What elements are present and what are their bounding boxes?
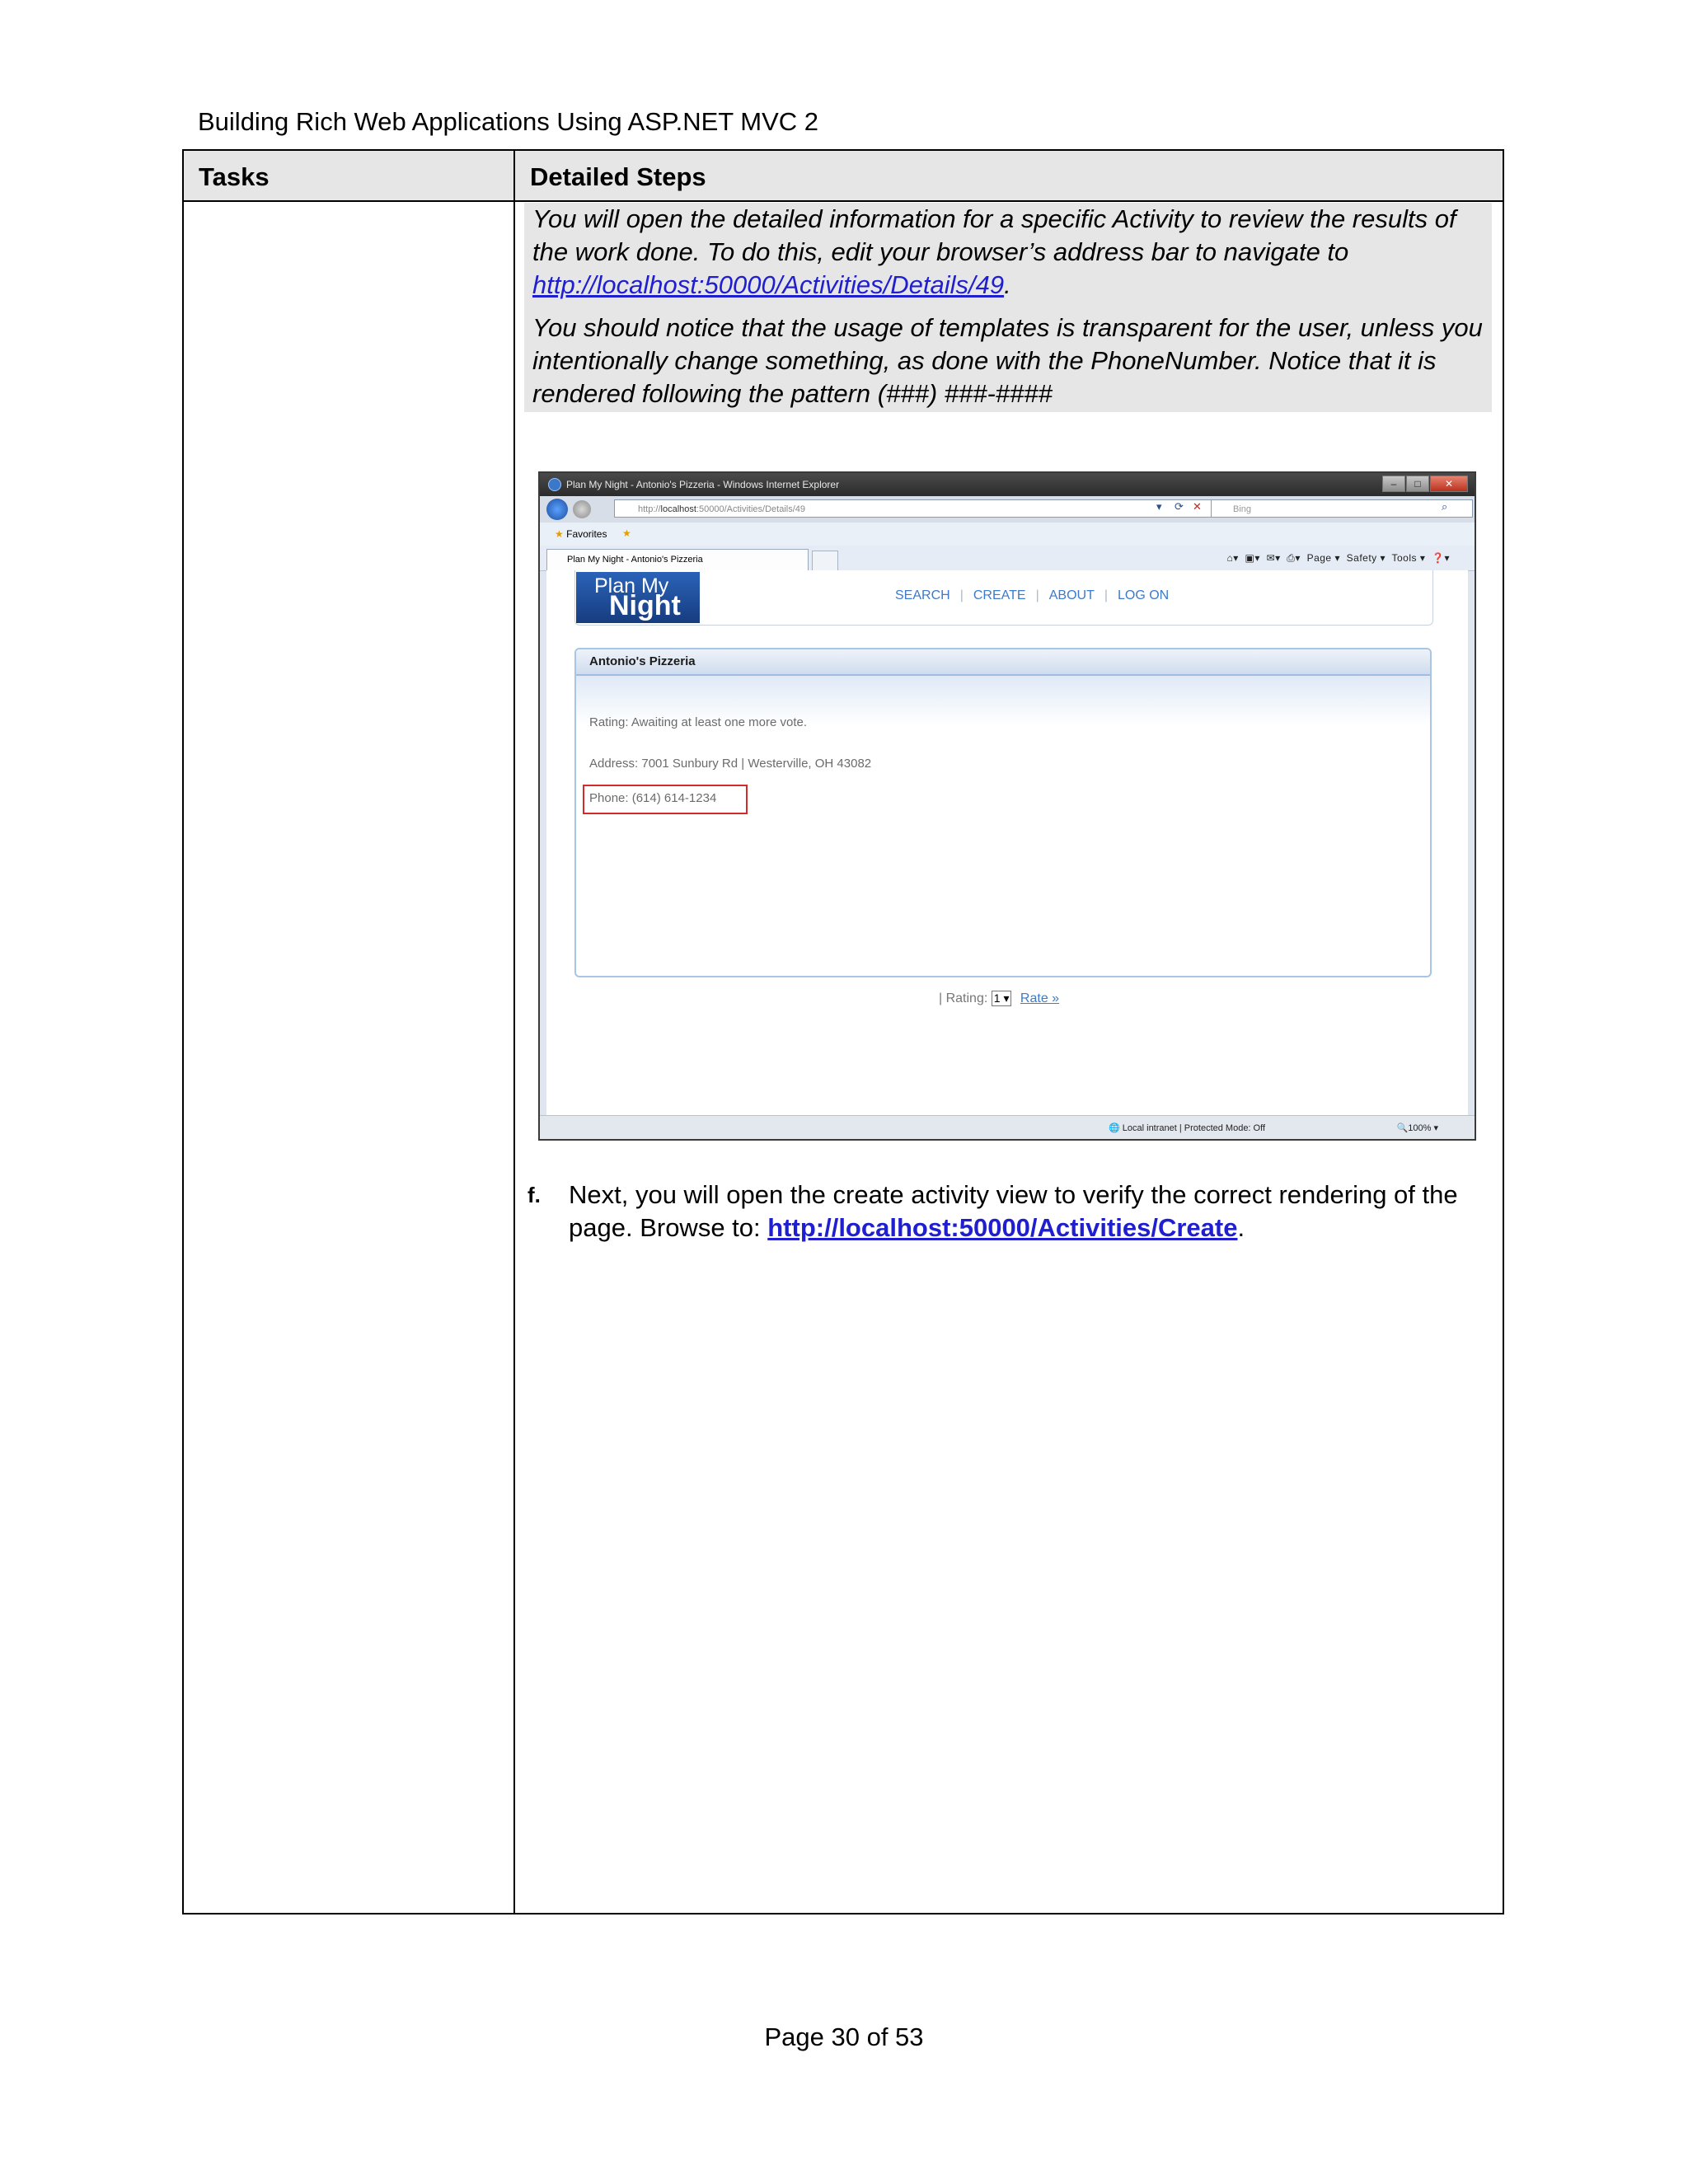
page-menu[interactable]: Page ▾: [1306, 552, 1340, 564]
print-icon[interactable]: ⎙▾: [1287, 552, 1301, 564]
note-box: [524, 203, 1492, 412]
zoom-value: 100%: [1408, 1123, 1432, 1133]
favorites-label: Favorites: [566, 528, 607, 540]
search-icon[interactable]: ⌕: [1442, 500, 1448, 513]
new-tab-button[interactable]: [812, 551, 838, 572]
url-prefix: http://: [638, 504, 661, 514]
help-icon[interactable]: ❓▾: [1432, 552, 1450, 564]
nav-about[interactable]: ABOUT: [1048, 588, 1095, 602]
table-header-row: [184, 151, 1503, 202]
minimize-icon[interactable]: –: [1382, 476, 1405, 492]
column-divider: [513, 151, 515, 1913]
nav-separator: |: [1035, 588, 1039, 602]
note-text-1-end: .: [1004, 270, 1011, 299]
note-text-1: You will open the detailed information for a specific Activity to review the results of the work done. To do this, edit your browser’s address bar to navigate to: [532, 204, 1456, 266]
site-nav: [895, 588, 1169, 603]
ie-icon: [548, 478, 561, 491]
address-text: Address: 7001 Sunbury Rd | Westerville, OH 43082: [589, 757, 872, 771]
feeds-icon[interactable]: ▣▾: [1245, 552, 1260, 564]
site-logo[interactable]: [576, 572, 700, 623]
rating-bar: [939, 991, 1059, 1006]
step-f: [528, 1179, 1484, 1244]
maximize-icon[interactable]: □: [1406, 476, 1429, 492]
url-host: localhost: [660, 504, 696, 514]
nav-separator: |: [959, 588, 964, 602]
browser-tab[interactable]: Plan My Night - Antonio's Pizzeria: [546, 549, 809, 570]
home-icon[interactable]: ⌂▾: [1226, 552, 1239, 564]
rating-select[interactable]: [992, 991, 1012, 1006]
zoom-icon: 🔍: [1396, 1123, 1409, 1133]
note-paragraph-1: [532, 203, 1484, 302]
nav-search[interactable]: SEARCH: [895, 588, 950, 602]
column-header-tasks: Tasks: [199, 162, 270, 191]
window-controls: [1381, 476, 1468, 492]
mail-icon[interactable]: ✉▾: [1266, 552, 1281, 564]
step-label: f.: [528, 1183, 541, 1207]
zone-status-text: Local intranet | Protected Mode: Off: [1122, 1123, 1266, 1133]
nav-log-on[interactable]: LOG ON: [1118, 588, 1170, 602]
back-icon[interactable]: [546, 499, 568, 520]
create-link[interactable]: http://localhost:50000/Activities/Create: [767, 1213, 1238, 1242]
browser-screenshot: [538, 471, 1476, 1141]
window-titlebar: [540, 473, 1475, 496]
column-header-detailed-steps: Detailed Steps: [530, 162, 706, 191]
step-text-body: Next, you will open the create activity view to verify the correct rendering of the page. Browse to:: [569, 1180, 1458, 1242]
safety-menu[interactable]: Safety ▾: [1346, 552, 1386, 564]
document-header: Building Rich Web Applications Using ASP.NET MVC 2: [198, 107, 818, 136]
page-content: [546, 570, 1468, 1116]
nav-create[interactable]: CREATE: [973, 588, 1026, 602]
favorites-button[interactable]: [555, 528, 607, 540]
address-bar[interactable]: [614, 499, 1231, 518]
rating-select-value: 1: [993, 991, 1001, 1005]
address-row: [540, 496, 1475, 523]
stop-icon[interactable]: ✕: [1193, 500, 1202, 513]
refresh-icon[interactable]: ⟳: [1175, 500, 1184, 513]
add-favorite-icon[interactable]: ★: [622, 527, 631, 539]
status-bar: [540, 1115, 1475, 1139]
phone-highlight-box: [583, 785, 748, 814]
logo-line-1: Plan My: [594, 574, 669, 598]
logo-line-2: Night: [609, 590, 681, 621]
tab-row: [540, 546, 1475, 571]
activity-title: Antonio's Pizzeria: [576, 649, 1430, 676]
address-dropdown-icon[interactable]: ▾: [1156, 500, 1162, 513]
zone-status: [1109, 1122, 1265, 1133]
favorites-bar: [540, 523, 1475, 546]
site-header: [574, 570, 1433, 626]
url-path: :50000/Activities/Details/49: [696, 504, 806, 514]
command-bar: [1227, 552, 1450, 565]
forward-icon[interactable]: [573, 500, 591, 518]
note-paragraph-2: You should notice that the usage of templates is transparent for the user, unless you intentionally change something, as done with the PhoneNumber. Notice that it is rendered following the pattern (###) ###-####: [532, 313, 1483, 408]
phone-text: Phone: (614) 614-1234: [589, 791, 717, 805]
rating-bar-label: | Rating:: [939, 991, 988, 1005]
page-number: Page 30 of 53: [764, 2022, 924, 2051]
step-text: [569, 1179, 1484, 1244]
globe-icon: 🌐: [1109, 1123, 1120, 1133]
star-icon: ★: [555, 528, 564, 540]
window-title: Plan My Night - Antonio's Pizzeria - Windows Internet Explorer: [566, 479, 840, 490]
step-text-end: .: [1237, 1213, 1245, 1242]
nav-separator: |: [1104, 588, 1108, 602]
details-link[interactable]: http://localhost:50000/Activities/Details/49: [532, 270, 1005, 299]
close-icon[interactable]: ✕: [1430, 476, 1468, 492]
rating-text: Rating: Awaiting at least one more vote.: [589, 715, 808, 729]
activity-panel: [574, 648, 1432, 977]
search-box[interactable]: Bing: [1211, 499, 1473, 518]
zoom-control[interactable]: 🔍100% ▾: [1396, 1123, 1438, 1133]
tools-menu[interactable]: Tools ▾: [1391, 552, 1426, 564]
dropdown-arrow-icon: ▾: [1003, 991, 1010, 1005]
rate-link[interactable]: Rate »: [1020, 991, 1060, 1005]
